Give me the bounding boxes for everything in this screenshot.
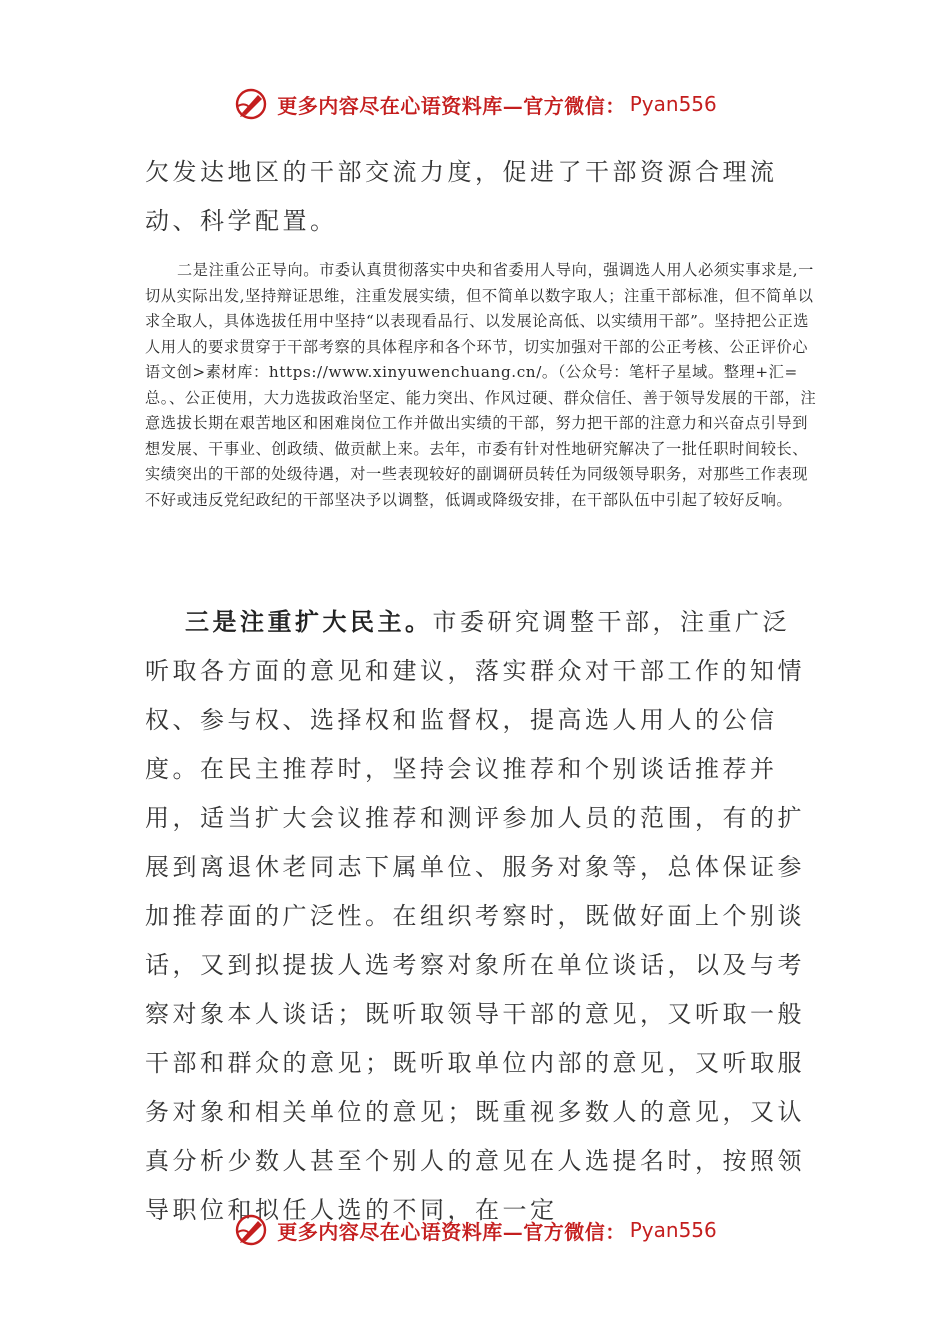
footer-banner [0,1210,950,1250]
paragraph-three-lead: 三是注重扩大民主。 [185,607,433,636]
paragraph-three-body: 市委研究调整干部，注重广泛听取各方面的意见和建议，落实群众对干部工作的知情权、参与权、选择权和监督权，提高选人用人的公信度。在民主推荐时，坚持会议推荐和个别谈话推荐并用，适当扩大会议推荐和测评参加人员的范围，有的扩展到离退休老同志下属单位、服务对象等，总体保证参加推荐面的广泛性。在组织考察时，既做好面上个别谈话，又到拟提拔人选考察对象所在单位谈话，以及与考察对象本人谈话；既听取领导干部的意见，又听取一般干部和群众的意见；既听取单位内部的意见，又听取服务对象和相关单位的意见；既重视多数人的意见，又认真分析少数人甚至个别人的意见在人选提名时，按照领导职位和拟任人选的不同，在一定 [145,608,805,1224]
banner-promo-text: 更多内容尽在心语资料库—官方微信： [277,93,626,118]
banner-wechat-handle: Pyan556 [629,92,717,116]
pen-circle-icon [233,86,269,122]
paragraph-three [145,597,815,1235]
banner-wechat-handle: Pyan556 [629,1218,717,1242]
pen-circle-icon [233,1212,269,1248]
paragraph-continuation: 欠发达地区的干部交流力度，促进了干部资源合理流动、科学配置。 [145,158,778,235]
banner-promo-text: 更多内容尽在心语资料库—官方微信： [277,1219,626,1244]
paragraph-two: 二是注重公正导向。市委认真贯彻落实中央和省委用人导向，强调选人用人必须实事求是,一切从实际出发,坚持辩证思维，注重发展实绩，但不简单以数字取人；注重干部标准，但不简单以求全取人，具体选拔任用中坚持“以表现看品行、以发展论高低、以实绩用干部”。坚持把公正选人用人的要求贯穿于干部考察的具体程序和各个环节，切实加强对干部的公正考核、公正评价心语文创>素材库：https://www.xinyuwenchuang.cn/。（公众号：笔杆子星域。整理+汇=总。、公正使用，大力选拔政治坚定、能力突出、作风过硬、群众信任、善于领导发展的干部，注意选拔长期在艰苦地区和困难岗位工作并做出实绩的干部，努力把干部的注意力和兴奋点引导到想发展、干事业、创政绩、做贡献上来。去年，市委有针对性地研究解决了一批任职时间较长、实绩突出的干部的处级待遇，对一些表现较好的副调研员转任为同级领导职务，对那些工作表现不好或违反党纪政纪的干部坚决予以调整，低调或降级安排，在干部队伍中引起了较好反响。 [145,261,817,509]
header-banner [0,84,950,124]
